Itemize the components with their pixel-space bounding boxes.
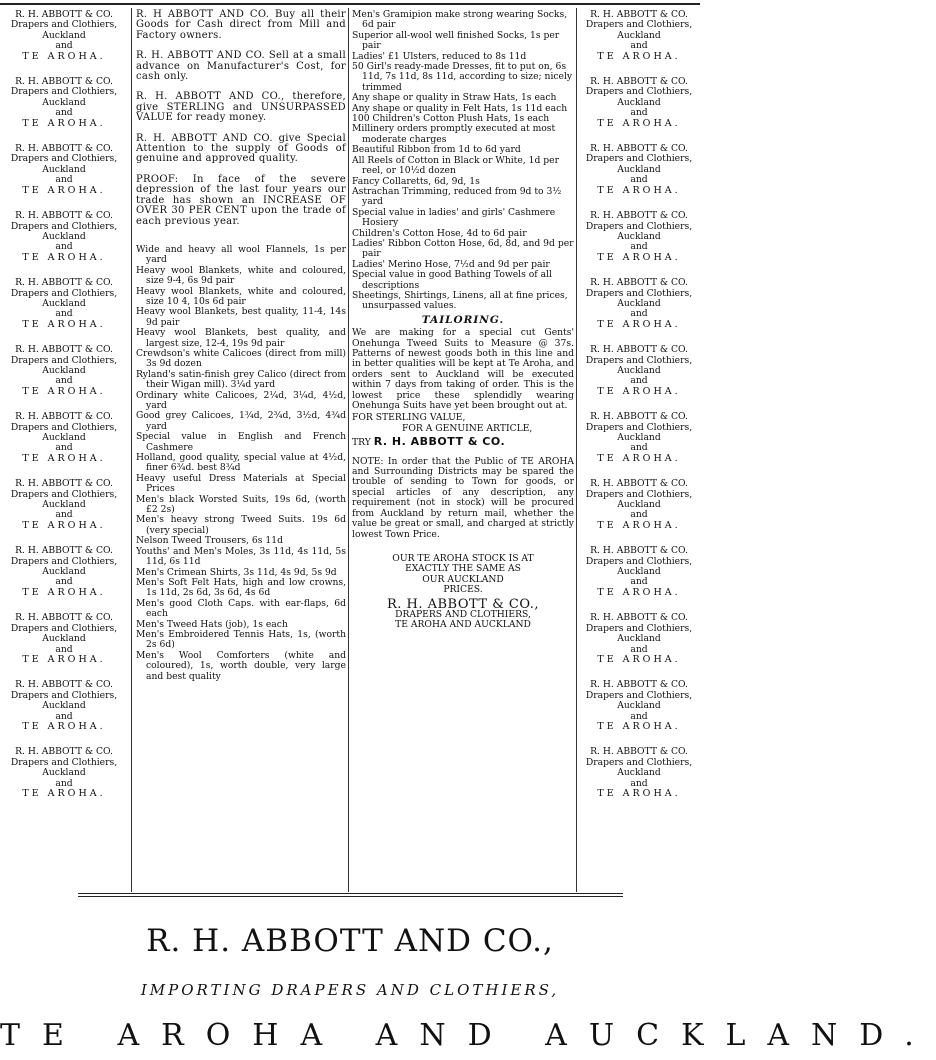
repeat-ad-block (0, 479, 128, 531)
ad-line-l3: Auckland (42, 29, 86, 41)
ad-line-l5: TE AROHA. (22, 50, 106, 62)
price-item: 100 Children's Cotton Plush Hats, 1s each (352, 113, 550, 125)
ad-line-l4: and (630, 777, 648, 789)
repeat-ad-block (0, 546, 128, 598)
ad-line-l3: Auckland (42, 364, 86, 376)
price-item: Holland, good quality, special value at 4½d, finer 6¾d. best 8¾d (136, 452, 346, 474)
repeat-ad-block (0, 10, 128, 62)
ad-line-l1: R. H. ABBOTT & CO. (590, 478, 688, 490)
ad-line-l1: R. H. ABBOTT & CO. (590, 76, 688, 88)
ad-line-l1: R. H. ABBOTT & CO. (590, 143, 688, 155)
ad-line-l4: and (55, 710, 73, 722)
price-item: Millinery orders promptly executed at most moderate charges (352, 123, 556, 145)
repeat-ad-block (0, 412, 128, 464)
price-item: Sheetings, Shirtings, Linens, all at fine prices, unsurpassed values. (352, 289, 568, 312)
stock-line-1: OUR TE AROHA STOCK IS AT (392, 552, 534, 564)
ad-line-l3: Auckland (42, 432, 86, 443)
ad-line-l2: Drapers and Clothiers, (585, 354, 693, 366)
ad-line-l4: and (630, 576, 648, 588)
repeat-ad-block (578, 10, 700, 62)
ad-line-l3: Auckland (42, 163, 86, 175)
ad-line-l2: Drapers and Clothiers, (10, 220, 118, 232)
ad-line-l1: R. H. ABBOTT & CO. (590, 679, 688, 691)
price-item: Crewdson's white Calicoes (direct from mill) 3s 9d dozen (136, 347, 346, 370)
ad-line-l4: and (630, 375, 648, 387)
ad-line-l5: TE AROHA. (22, 720, 106, 732)
ad-line-l3: Auckland (617, 163, 661, 175)
ad-line-l3: Auckland (617, 499, 661, 511)
price-item: Men's Gramipion make strong wearing Socks, 6d pair (352, 9, 568, 31)
left-ad-column (0, 10, 128, 814)
ad-line-l1: R. H. ABBOTT & CO. (590, 411, 688, 423)
price-item: Special value in ladies' and girls' Cashmere Hosiery (352, 206, 556, 229)
signature-line-1: DRAPERS AND CLOTHIERS, (395, 608, 531, 620)
ad-line-l5: TE AROHA. (22, 184, 106, 196)
footer-location: TE AROHA AND AUCKLAND. (0, 1018, 936, 1053)
price-item: Ladies' £1 Ulsters, reduced to 8s 11d (352, 50, 527, 62)
ad-line-l3: Auckland (42, 767, 86, 779)
ad-line-l2: Drapers and Clothiers, (10, 555, 118, 567)
price-item: Men's Crimean Shirts, 3s 11d, 4s 9d, 5s 9d (136, 566, 337, 578)
note-paragraph: NOTE: In order that the Public of TE AROHA and Surrounding Districts may be spared the trouble of sending to Town for goods, or special articles of any description, any requirement (not in stock) will be procured from Auckland by return mail, whether the value be great or small, and charged at strictly lowest Town Price. (352, 455, 574, 540)
price-item: Men's Soft Felt Hats, high and low crowns, 1s 11d, 2s 6d, 3s 6d, 4s 6d (136, 576, 346, 599)
ad-line-l5: TE AROHA. (22, 653, 106, 665)
sterling-line-1: FOR STERLING VALUE, (352, 412, 466, 424)
try-word: TRY (352, 437, 371, 449)
column-rule (576, 8, 577, 892)
ad-line-l5: TE AROHA. (597, 519, 681, 531)
price-item: Youths' and Men's Moles, 3s 11d, 4s 11d, 5s 11d, 6s 11d (136, 545, 346, 568)
paragraph-sterling-value: R. H. ABBOTT AND CO., therefore, give STERLING and UNSURPASSED VALUE for ready money. (136, 91, 346, 124)
ad-line-l4: and (55, 576, 73, 588)
price-item: Heavy wool Blankets, white and coloured, size 9-4, 6s 9d pair (136, 264, 346, 287)
ad-line-l1: R. H. ABBOTT & CO. (15, 9, 113, 20)
ad-line-l4: and (55, 40, 73, 52)
paragraph-buy-cash: R. H ABBOTT AND CO. Buy all their Goods for Cash direct from Mill and Factory owners. (136, 9, 346, 41)
price-item: Men's black Worsted Suits, 19s 6d, (worth £2 2s) (136, 493, 346, 516)
ad-line-l1: R. H. ABBOTT & CO. (590, 746, 688, 758)
price-item: Ordinary white Calicoes, 2¼d, 3¼d, 4½d, yard (136, 389, 346, 411)
ad-line-l5: TE AROHA. (597, 385, 681, 397)
ad-line-l3: Auckland (42, 566, 86, 578)
ad-line-l5: TE AROHA. (597, 586, 681, 598)
sterling-line-2: FOR A GENUINE ARTICLE, (402, 422, 533, 434)
ad-line-l4: and (630, 107, 648, 119)
ad-line-l5: TE AROHA. (597, 787, 681, 799)
footer-title: R. H. ABBOTT AND CO., (146, 923, 554, 959)
ad-line-l1: R. H. ABBOTT & CO. (590, 277, 688, 289)
stock-line-4: PRICES. (443, 584, 483, 596)
ad-line-l5: TE AROHA. (597, 653, 681, 665)
repeat-ad-block (0, 144, 128, 196)
column-rule (131, 8, 132, 892)
ad-line-l3: Auckland (617, 700, 661, 712)
ad-line-l2: Drapers and Clothiers, (585, 622, 693, 634)
price-item: All Reels of Cotton in Black or White, 1d per reel, or 10½d dozen (352, 154, 560, 177)
ad-line-l5: TE AROHA. (22, 117, 106, 129)
ad-line-l4: and (630, 710, 648, 722)
repeat-ad-block (0, 680, 128, 732)
repeat-ad-block (578, 680, 700, 732)
repeat-ad-block (578, 747, 700, 799)
ad-line-l5: TE AROHA. (22, 385, 106, 397)
repeat-ad-block (578, 546, 700, 598)
ad-line-l4: and (55, 174, 73, 186)
middle-column (136, 10, 346, 682)
repeat-ad-block (0, 345, 128, 397)
repeat-ad-block (578, 211, 700, 263)
price-item: Beautiful Ribbon from 1d to 6d yard (352, 144, 521, 156)
price-list-middle (136, 245, 346, 682)
ad-line-l2: Drapers and Clothiers, (585, 287, 693, 299)
repeat-ad-block (578, 345, 700, 397)
ad-line-l3: Auckland (617, 432, 661, 443)
ad-line-l5: TE AROHA. (597, 117, 681, 129)
ad-line-l3: Auckland (617, 96, 661, 108)
repeat-ad-block (578, 412, 700, 464)
ad-line-l5: TE AROHA. (22, 787, 106, 799)
ad-line-l2: Drapers and Clothiers, (585, 689, 693, 701)
ad-line-l1: R. H. ABBOTT & CO. (15, 344, 113, 356)
repeat-ad-block (0, 278, 128, 330)
ad-line-l3: Auckland (42, 499, 86, 511)
ad-line-l1: R. H. ABBOTT & CO. (590, 210, 688, 222)
repeat-ad-block (0, 613, 128, 665)
column-rule (348, 8, 349, 892)
ad-line-l1: R. H. ABBOTT & CO. (590, 9, 688, 20)
ad-line-l4: and (630, 308, 648, 320)
ad-line-l4: and (630, 40, 648, 52)
ad-line-l3: Auckland (42, 633, 86, 645)
right-middle-column (352, 10, 574, 631)
ad-line-l3: Auckland (617, 767, 661, 779)
ad-line-l5: TE AROHA. (597, 452, 681, 464)
signature-name: R. H. ABBOTT & CO., (386, 596, 540, 612)
ad-line-l2: Drapers and Clothiers, (10, 421, 118, 433)
ad-line-l3: Auckland (617, 230, 661, 242)
ad-line-l5: TE AROHA. (22, 586, 106, 598)
ad-line-l4: and (630, 174, 648, 186)
ad-line-l4: and (55, 777, 73, 789)
ad-line-l2: Drapers and Clothiers, (585, 153, 693, 165)
ad-line-l2: Drapers and Clothiers, (585, 421, 693, 433)
ad-line-l2: Drapers and Clothiers, (585, 19, 693, 31)
price-item: Men's Embroidered Tennis Hats, 1s, (worth 2s 6d) (136, 628, 346, 651)
signature-line-2: TE AROHA AND AUCKLAND (395, 619, 531, 631)
ad-line-l2: Drapers and Clothiers, (10, 689, 118, 701)
ad-line-l2: Drapers and Clothiers, (585, 756, 693, 768)
ad-line-l4: and (630, 509, 648, 521)
ad-line-l4: and (55, 442, 73, 454)
ad-line-l2: Drapers and Clothiers, (10, 86, 118, 98)
ad-line-l2: Drapers and Clothiers, (585, 488, 693, 500)
ad-line-l1: R. H. ABBOTT & CO. (15, 277, 113, 289)
ad-line-l5: TE AROHA. (22, 519, 106, 531)
ad-line-l4: and (55, 308, 73, 320)
price-item: Wide and heavy all wool Flannels, 1s per yard (136, 243, 346, 266)
price-item: Ladies' Merino Hose, 7½d and 9d per pair (352, 258, 550, 270)
footer-subtitle: IMPORTING DRAPERS AND CLOTHIERS, (140, 981, 560, 999)
ad-line-l1: R. H. ABBOTT & CO. (590, 344, 688, 356)
ad-line-l3: Auckland (42, 700, 86, 712)
ad-line-l2: Drapers and Clothiers, (10, 622, 118, 634)
repeat-ad-block (578, 479, 700, 531)
ad-line-l4: and (55, 509, 73, 521)
ad-line-l1: R. H. ABBOTT & CO. (15, 143, 113, 155)
ad-line-l3: Auckland (42, 297, 86, 309)
price-item: Men's Wool Comforters (white and coloured), 1s, worth double, very large and best quality (136, 649, 346, 682)
stock-line-3: OUR AUCKLAND (422, 573, 504, 585)
ad-line-l1: R. H. ABBOTT & CO. (590, 612, 688, 624)
price-item: Heavy wool Blankets, white and coloured, size 10 4, 10s 6d pair (136, 285, 346, 307)
ad-line-l1: R. H. ABBOTT & CO. (15, 411, 113, 423)
ad-line-l5: TE AROHA. (22, 452, 106, 464)
ad-line-l3: Auckland (617, 297, 661, 309)
ad-line-l5: TE AROHA. (22, 318, 106, 330)
ad-line-l4: and (630, 643, 648, 655)
ad-line-l5: TE AROHA. (597, 184, 681, 196)
price-item: Heavy useful Dress Materials at Special Prices (136, 472, 346, 495)
price-item: Ryland's satin-finish grey Calico (direct from their Wigan mill). 3¼d yard (136, 368, 346, 391)
paragraph-special-attention: R. H. ABBOTT AND CO. give Special Attention to the supply of Goods of genuine and approved quality. (136, 132, 346, 165)
ad-line-l2: Drapers and Clothiers, (585, 555, 693, 567)
price-item: Ladies' Ribbon Cotton Hose, 6d, 8d, and 9d per pair (352, 237, 574, 260)
repeat-ad-block (0, 211, 128, 263)
price-item: Any shape or quality in Straw Hats, 1s each (352, 92, 557, 104)
ad-line-l3: Auckland (42, 96, 86, 108)
ad-line-l2: Drapers and Clothiers, (585, 220, 693, 232)
top-rule (0, 3, 700, 5)
price-item: Good grey Calicoes, 1¾d, 2¾d, 3½d, 4¾d yard (136, 410, 346, 432)
paragraph-proof: PROOF: In face of the severe depression of the last four years our trade has shown an INCREASE OF OVER 30 PER CENT upon the trade of each previous year. (136, 173, 346, 227)
ad-line-l1: R. H. ABBOTT & CO. (15, 76, 113, 88)
price-item: Men's good Cloth Caps. with ear-flaps, 6d each (136, 597, 346, 620)
ad-line-l3: Auckland (617, 364, 661, 376)
price-item: Men's Tweed Hats (job), 1s each (136, 618, 288, 630)
ad-line-l2: Drapers and Clothiers, (10, 287, 118, 299)
price-item: Special value in good Bathing Towels of all descriptions (352, 269, 552, 291)
paragraph-sell-advance: R. H. ABBOTT AND CO. Sell at a small advance on Manufacturer's Cost, for cash only. (136, 50, 346, 83)
right-ad-column (578, 10, 700, 814)
repeat-ad-block (578, 278, 700, 330)
bottom-rule (78, 893, 623, 894)
repeat-ad-block (0, 747, 128, 799)
price-list-right (352, 10, 574, 312)
ad-line-l5: TE AROHA. (597, 251, 681, 263)
ad-line-l5: TE AROHA. (22, 251, 106, 263)
ad-line-l2: Drapers and Clothiers, (10, 153, 118, 165)
ad-line-l5: TE AROHA. (597, 318, 681, 330)
ad-line-l4: and (55, 643, 73, 655)
ad-line-l2: Drapers and Clothiers, (585, 86, 693, 98)
ad-line-l1: R. H. ABBOTT & CO. (15, 679, 113, 691)
repeat-ad-block (578, 77, 700, 129)
ad-line-l3: Auckland (617, 29, 661, 41)
repeat-ad-block (0, 77, 128, 129)
ad-line-l5: TE AROHA. (597, 720, 681, 732)
ad-line-l1: R. H. ABBOTT & CO. (15, 746, 113, 758)
ad-line-l1: R. H. ABBOTT & CO. (15, 210, 113, 222)
ad-line-l4: and (55, 375, 73, 387)
tailoring-heading: TAILORING. (421, 313, 505, 326)
price-item: Special value in English and French Cashmere (136, 431, 346, 453)
ad-line-l2: Drapers and Clothiers, (10, 488, 118, 500)
ad-line-l1: R. H. ABBOTT & CO. (15, 545, 113, 557)
ad-line-l3: Auckland (617, 566, 661, 578)
price-item: Superior all-wool well finished Socks, 1s per pair (352, 29, 560, 52)
price-item: Any shape or quality in Felt Hats, 1s 11d each (352, 102, 568, 114)
ad-line-l4: and (55, 107, 73, 119)
price-item: Heavy wool Blankets, best quality, 11-4, 14s 9d pair (136, 306, 346, 328)
ad-line-l1: R. H. ABBOTT & CO. (15, 612, 113, 624)
ad-line-l1: R. H. ABBOTT & CO. (15, 478, 113, 490)
ad-line-l2: Drapers and Clothiers, (10, 756, 118, 768)
price-item: Children's Cotton Hose, 4d to 6d pair (352, 227, 527, 239)
bottom-rule-double (78, 896, 623, 897)
ad-line-l3: Auckland (617, 633, 661, 645)
price-item: Astrachan Trimming, reduced from 9d to 3½ yard (352, 185, 562, 208)
stock-line-2: EXACTLY THE SAME AS (405, 563, 521, 575)
try-abbott-name: R. H. ABBOTT & CO. (373, 435, 506, 449)
repeat-ad-block (578, 613, 700, 665)
ad-line-l1: R. H. ABBOTT & CO. (590, 545, 688, 557)
price-item: Men's heavy strong Tweed Suits. 19s 6d (very special) (136, 514, 346, 536)
ad-line-l2: Drapers and Clothiers, (10, 19, 118, 31)
ad-line-l4: and (630, 442, 648, 454)
tailoring-text: We are making for a special cut Gents' Onehunga Tweed Suits to Measure @ 37s. Patterns of newest goods both in this line and in better qualities will be kept at Te Aroha, and orders sent to Auckland will be executed within 7 days from taking of order. This is the lowest price these splendidly wearing Onehunga Suits have yet been brought out at. (352, 327, 574, 412)
ad-line-l4: and (630, 241, 648, 253)
ad-line-l4: and (55, 241, 73, 253)
price-item: 50 Girl's ready-made Dresses, fit to put on, 6s 11d, 7s 11d, 8s 11d, according to size; nicely trimmed (352, 61, 573, 93)
price-item: Fancy Collaretts, 6d, 9d, 1s (352, 175, 480, 187)
ad-line-l5: TE AROHA. (597, 50, 681, 62)
repeat-ad-block (578, 144, 700, 196)
price-item: Heavy wool Blankets, best quality, and largest size, 12-4, 19s 9d pair (136, 327, 346, 349)
ad-line-l2: Drapers and Clothiers, (10, 354, 118, 366)
price-item: Nelson Tweed Trousers, 6s 11d (136, 535, 283, 547)
ad-line-l3: Auckland (42, 230, 86, 242)
